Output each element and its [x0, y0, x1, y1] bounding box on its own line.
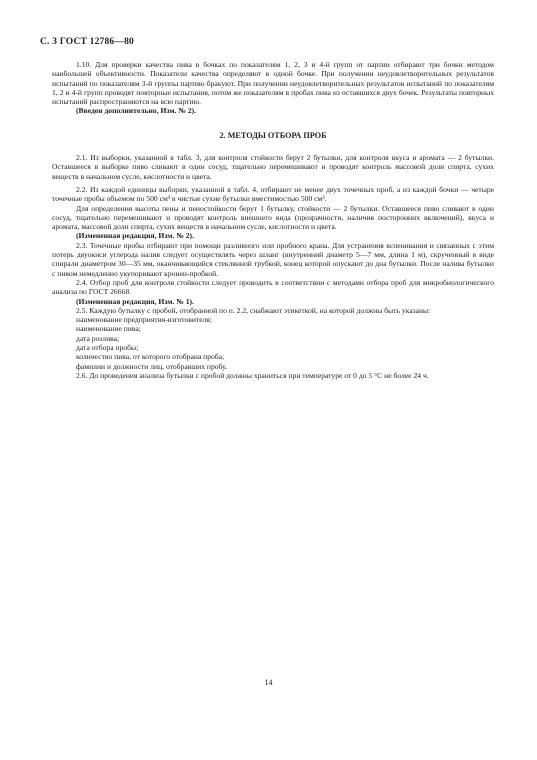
editorial-note: (Измененная редакция, Изм. № 2). [76, 231, 194, 241]
page-number: 14 [264, 678, 273, 687]
list-item: дата розлива; [76, 333, 120, 343]
section-heading: 2. МЕТОДЫ ОТБОРА ПРОБ [219, 130, 327, 140]
paragraph: 2.3. Точечные пробы отбирают при помощи разливного или пробного крана. Для устранения вспенивания и связанных с этим потерь двуокиси углерода налив следует осуществлять через шланг (внутренний диаметр 5—7 мм, длина 1 м), скрученный в виде спирали диаметром 30—35 мм, оканчивающийся стеклянной трубкой, конец которой опускают до дна бутылки. После налива бутылки с пивом немедленно укупоривают кронен-пробкой. [52, 240, 494, 278]
paragraph: 2.6. До проведения анализа бутылки с пробой должны храниться при температуре от 0 до 5 °С не более 24 ч. [76, 370, 429, 380]
paragraph: 2.1. Из выборки, указанной в табл. 3, для контроля стойкости берут 2 бутылки, для контроля вкуса и аромата — 2 бутылки. Оставшееся в выборке пиво сливают в один сосуд, тщательно перемешивают и проводят контроль массовой доли спирта, сухих веществ в начальном сусле, кислотности и цвета. [52, 153, 494, 181]
list-item: количество пива, от которого отобрана проба; [76, 352, 225, 362]
paragraph: 2.4. Отбор проб для контроля стойкости следует проводить в соответствии с методами отбора проб для микробиологического анализа по ГОСТ 26668. [52, 277, 494, 297]
list-item: фамилии и должности лиц, отобравших пробу. [76, 361, 228, 371]
paragraph: Для определения высоты пены и пеностойкости берут 1 бутылку, стойкости — 2 бутылки. Оставшееся пиво сливают в один сосуд, тщательно перемешивают и проводят контроль внешнего вида (прозрачности, наличия посторонних включений), вкуса и аромата, массовой доли спирта, сухих веществ в начальном сусле, кислотности и цвета. [52, 203, 494, 232]
list-item: наименование предприятия-изготовителя; [76, 315, 213, 325]
editorial-note: (Измененная редакция, Изм. № 1). [76, 296, 194, 306]
document-body [52, 60, 494, 380]
editorial-note: (Введен дополнительно, Изм. № 2). [76, 106, 197, 116]
paragraph: 2.5. Каждую бутылку с пробой, отобранной по п. 2.2, снабжают этикеткой, на которой должны быть указаны: [76, 305, 431, 315]
list-item: наименование пива; [76, 324, 141, 334]
list-item: дата отбора пробы; [76, 343, 139, 353]
page-header: С. 3 ГОСТ 12786—80 [40, 37, 134, 47]
paragraph: 1.10. Для проверки качества пива в бочках по показателям 1, 2, 3 и 4-й групп от партии отбирают три бочки методом наибольшей объективности. Показатели качества определяют в одной бочке. При получении неудовлетворительных результатов испытаний по показателям 3-й группы партию бракуют. При получении неудовлетворительных результатов испытаний по показателям 1, 2 и 4-й групп проводят повторные испытания, потом же показателям в пробах пива из оставшихся двух бочек. Результаты повторных испытаний распространяются на всю партию. [52, 60, 494, 107]
paragraph: 2.2. Из каждой единицы выборки, указанной в табл. 4, отбирают не менее двух точечных проб, а из каждой бочки — четыре точечные пробы объемом по 500 см³ в чистые сухие бутылки вместимостью 500 см³. [52, 184, 494, 204]
